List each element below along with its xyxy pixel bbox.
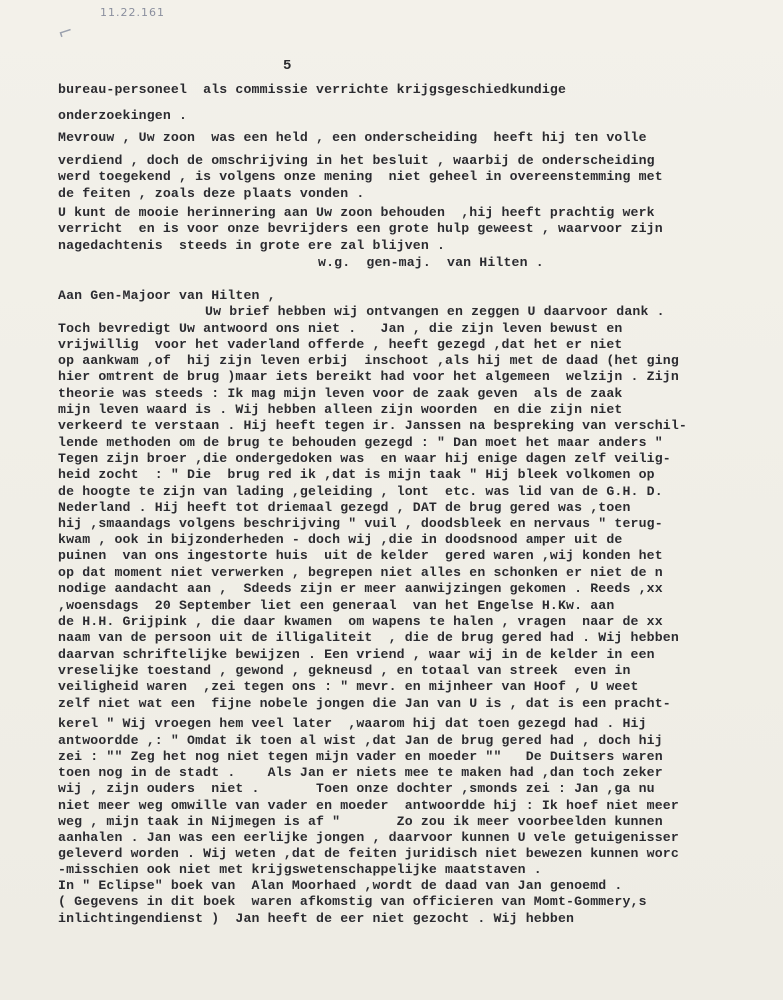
text-line: Nederland . Hij heeft tot driemaal gezegd , DAT de brug gered was ,toen bbox=[58, 500, 631, 515]
text-line: wij , zijn ouders niet . Toen onze dochter ,smonds zei : Jan ,ga nu bbox=[58, 781, 655, 796]
text-line: heid zocht : " Die brug red ik ,dat is mijn taak " Hij bleek volkomen op bbox=[58, 467, 655, 482]
text-line: antwoordde ,: " Omdat ik toen al wist ,dat Jan de brug gered had , doch hij bbox=[58, 733, 663, 748]
text-line: geleverd worden . Wij weten ,dat de feiten juridisch niet bewezen kunnen worc bbox=[58, 846, 679, 861]
text-line: op dat moment niet verwerken , begrepen niet alles en schonken er niet de n bbox=[58, 565, 663, 580]
text-line: verricht en is voor onze bevrijders een grote hulp geweest , waarvoor zijn bbox=[58, 221, 663, 236]
text-line: nodige aandacht aan , Sdeeds zijn er meer aanwijzingen gekomen . Reeds ,xx bbox=[58, 581, 663, 596]
text-line: zei : "" Zeg het nog niet tegen mijn vader en moeder "" De Duitsers waren bbox=[58, 749, 663, 764]
text-line: op aankwam ,of hij zijn leven erbij inschoot ,als hij met de daad (het ging bbox=[58, 353, 679, 368]
salutation: Aan Gen-Majoor van Hilten , bbox=[58, 288, 276, 303]
text-line: U kunt de mooie herinnering aan Uw zoon behouden ,hij heeft prachtig werk bbox=[58, 205, 655, 220]
text-line: Toch bevredigt Uw antwoord ons niet . Jan , die zijn leven bewust en bbox=[58, 321, 623, 336]
text-line: werd toegekend , is volgens onze mening niet geheel in overeenstemming met bbox=[58, 169, 663, 184]
pencil-mark: ⌐ bbox=[55, 20, 76, 45]
text-line: vrijwillig voor het vaderland offerde , heeft gezegd ,dat het er niet bbox=[58, 337, 623, 352]
text-line: verdiend , doch de omschrijving in het besluit , waarbij de onderscheiding bbox=[58, 153, 655, 168]
text-line: -misschien ook niet met krijgswetenschappelijke maatstaven . bbox=[58, 862, 542, 877]
text-line: naam van de persoon uit de illigaliteit , die de brug gered had . Wij hebben bbox=[58, 630, 679, 645]
text-line: inlichtingendienst ) Jan heeft de eer niet gezocht . Wij hebben bbox=[58, 911, 575, 926]
page-number: 5 bbox=[283, 58, 292, 74]
text-line: daarvan schriftelijke bewijzen . Een vriend , waar wij in de kelder in een bbox=[58, 647, 655, 662]
text-line: weg , mijn taak in Nijmegen is af " Zo zou ik meer voorbeelden kunnen bbox=[58, 814, 663, 829]
text-line: nagedachtenis steeds in grote ere zal blijven . bbox=[58, 238, 446, 253]
text-line: In " Eclipse" boek van Alan Moorhaed ,wordt de daad van Jan genoemd . bbox=[58, 878, 623, 893]
reference-number: 11.22.161 bbox=[100, 6, 165, 19]
text-line: bureau-personeel als commissie verrichte krijgsgeschiedkundige bbox=[58, 82, 567, 97]
text-line: onderzoekingen . bbox=[58, 108, 188, 123]
text-line: Uw brief hebben wij ontvangen en zeggen U daarvoor dank . bbox=[205, 304, 665, 319]
text-line: lende methoden om de brug te behouden gezegd : " Dan moet het maar anders " bbox=[58, 435, 663, 450]
text-line: vreselijke toestand , gewond , gekneusd , en totaal van streek even in bbox=[58, 663, 631, 678]
text-line: hier omtrent de brug )maar iets bereikt had voor het algemeen welzijn . Zijn bbox=[58, 369, 679, 384]
text-line: toen nog in de stadt . Als Jan er niets mee te maken had ,dan toch zeker bbox=[58, 765, 663, 780]
text-line: ,woensdags 20 September liet een generaal van het Engelse H.Kw. aan bbox=[58, 598, 615, 613]
text-line: verkeerd te verstaan . Hij heeft tegen ir. Janssen na bespreking van verschil- bbox=[58, 418, 687, 433]
text-line: veiligheid waren ,zei tegen ons : " mevr. en mijnheer van Hoof , U weet bbox=[58, 679, 639, 694]
text-line: de hoogte te zijn van lading ,geleiding , lont etc. was lid van de G.H. D. bbox=[58, 484, 663, 499]
text-line: de H.H. Grijpink , die daar kwamen om wapens te halen , vragen naar de xx bbox=[58, 614, 663, 629]
text-line: de feiten , zoals deze plaats vonden . bbox=[58, 186, 365, 201]
text-line: niet meer weg omwille van vader en moeder antwoordde hij : Ik hoef niet meer bbox=[58, 798, 679, 813]
text-line: theorie was steeds : Ik mag mijn leven voor de zaak geven als de zaak bbox=[58, 386, 623, 401]
signature-line: w.g. gen-maj. van Hilten . bbox=[318, 255, 544, 270]
text-line: Tegen zijn broer ,die ondergedoken was en waar hij enige dagen zelf veilig- bbox=[58, 451, 671, 466]
text-line: hij ,smaandags volgens beschrijving " vuil , doodsbleek en nervaus " terug- bbox=[58, 516, 663, 531]
text-line: kerel " Wij vroegen hem veel later ,waarom hij dat toen gezegd had . Hij bbox=[58, 716, 647, 731]
text-line: Mevrouw , Uw zoon was een held , een onderscheiding heeft hij ten volle bbox=[58, 130, 647, 145]
text-line: kwam , ook in bijzonderheden - doch wij ,die in doodsnood amper uit de bbox=[58, 532, 623, 547]
text-line: mijn leven waard is . Wij hebben alleen zijn woorden en die zijn niet bbox=[58, 402, 623, 417]
text-line: aanhalen . Jan was een eerlijke jongen , daarvoor kunnen U vele getuigenisser bbox=[58, 830, 679, 845]
text-line: ( Gegevens in dit boek waren afkomstig van officieren van Momt-Gommery,s bbox=[58, 894, 647, 909]
text-line: puinen van ons ingestorte huis uit de kelder gered waren ,wij konden het bbox=[58, 548, 663, 563]
text-line: zelf niet wat een fijne nobele jongen die Jan van U is , dat is een pracht- bbox=[58, 696, 671, 711]
